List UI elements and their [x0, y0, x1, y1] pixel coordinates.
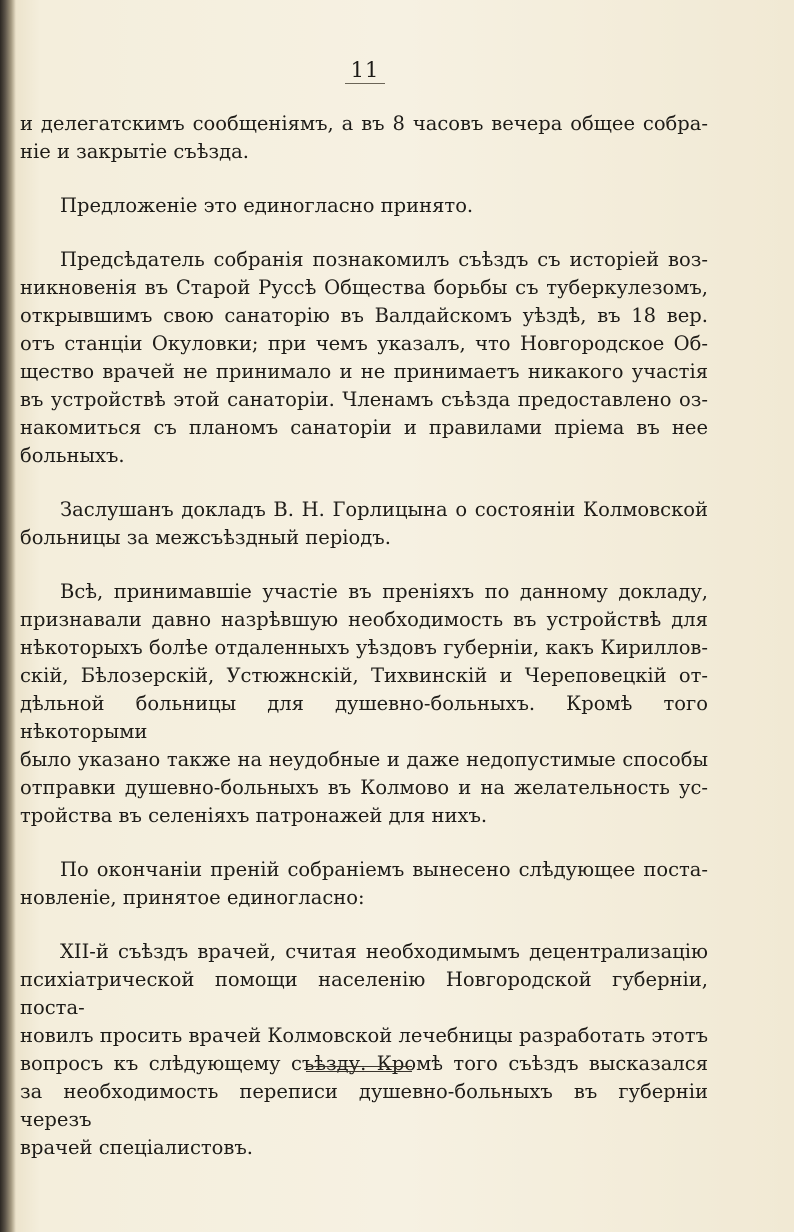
text-line: за необходимость переписи душевно-больныхъ въ губерніи черезъ: [20, 1080, 708, 1131]
text-line: въ устройствѣ этой санаторіи. Членамъ съѣзда предоставлено оз-: [20, 388, 708, 411]
paragraph: [20, 110, 708, 166]
text-line: больницы за межсъѣздный періодъ.: [20, 526, 391, 549]
end-double-rule: [306, 1066, 412, 1072]
text-line: больныхъ.: [20, 444, 125, 467]
text-line: щество врачей не принимало и не принимаетъ никакого участія: [20, 360, 708, 383]
text-line: вопросъ къ слѣдующему съѣзду. Кромѣ того съѣздъ высказался: [20, 1052, 708, 1075]
text-line: нѣкоторыхъ болѣе отдаленныхъ уѣздовъ губерніи, какъ Кириллов-: [20, 636, 708, 659]
page-number: 11: [0, 58, 730, 84]
paragraph: [20, 192, 708, 220]
paragraph: [20, 856, 708, 912]
page-binding-edge: [0, 0, 16, 1232]
text-line: новилъ просить врачей Колмовской лечебницы разработать этотъ: [20, 1024, 708, 1047]
paragraph: [20, 246, 708, 470]
text-line: признавали давно назрѣвшую необходимость въ устройствѣ для: [20, 608, 708, 631]
paragraph: [20, 938, 708, 1162]
text-line: психіатрической помощи населенію Новгородской губерніи, поста-: [20, 968, 708, 1019]
text-line: и делегатскимъ сообщеніямъ, а въ 8 часовъ вечера общее собра-: [20, 112, 708, 135]
text-line: Предложеніе это единогласно принято.: [60, 194, 474, 217]
text-line: дѣльной больницы для душевно-больныхъ. Кромѣ того нѣкоторыми: [20, 692, 708, 743]
text-line: тройства въ селеніяхъ патронажей для нихъ.: [20, 804, 488, 827]
text-line: отъ станціи Окуловки; при чемъ указалъ, что Новгородское Об-: [20, 332, 708, 355]
body-text: [20, 110, 708, 1188]
text-line: накомиться съ планомъ санаторіи и правилами пріема въ нее: [20, 416, 708, 439]
text-line: Предсѣдатель собранія познакомилъ съѣздъ съ исторіей воз-: [60, 248, 708, 271]
text-line: Заслушанъ докладъ В. Н. Горлицына о состояніи Колмовской: [60, 498, 708, 521]
paragraph: [20, 496, 708, 552]
paragraph: [20, 578, 708, 830]
text-line: ніе и закрытіе съѣзда.: [20, 140, 249, 163]
text-line: врачей спеціалистовъ.: [20, 1136, 253, 1159]
text-line: XII-й съѣздъ врачей, считая необходимымъ децентрализацію: [60, 940, 708, 963]
text-line: было указано также на неудобные и даже недопустимые способы: [20, 748, 708, 771]
text-line: скій, Бѣлозерскій, Устюжнскій, Тихвинскій и Череповецкій от-: [20, 664, 708, 687]
text-line: открывшимъ свою санаторію въ Валдайскомъ уѣздѣ, въ 18 вер.: [20, 304, 708, 327]
text-line: никновенія въ Старой Руссѣ Общества борьбы съ туберкулезомъ,: [20, 276, 708, 299]
text-line: По окончаніи преній собраніемъ вынесено слѣдующее поста-: [60, 858, 708, 881]
text-line: новленіе, принятое единогласно:: [20, 886, 365, 909]
text-line: отправки душевно-больныхъ въ Колмово и на желательность ус-: [20, 776, 708, 799]
text-line: Всѣ, принимавшіе участіе въ преніяхъ по данному докладу,: [60, 580, 708, 603]
